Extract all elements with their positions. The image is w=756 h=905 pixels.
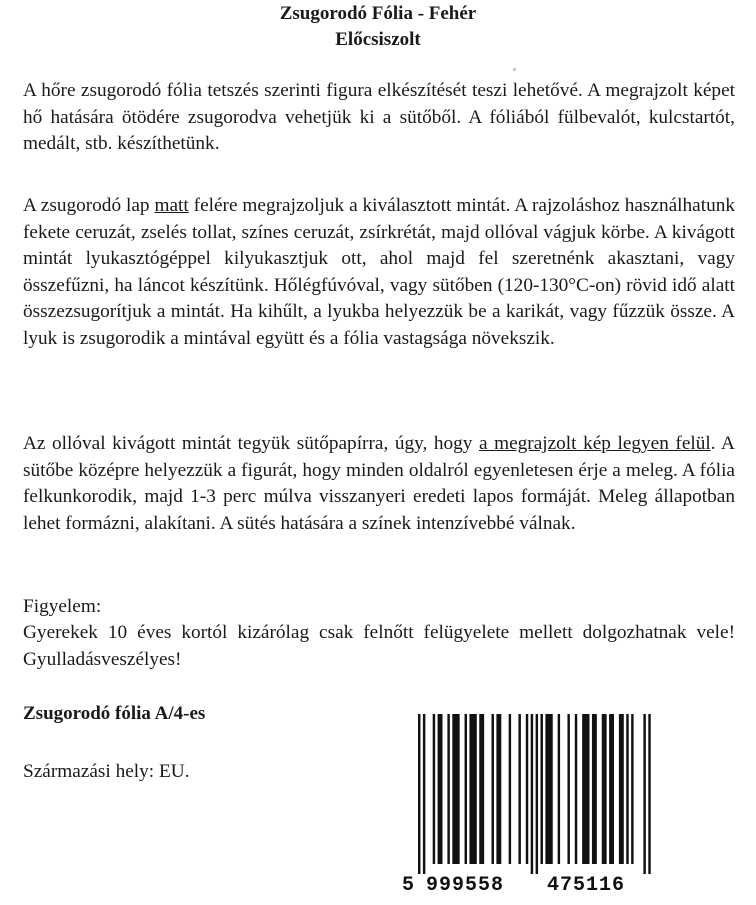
- barcode-bar: [526, 714, 528, 864]
- paragraph-baking-text-rest: . A sütőbe középre helyezzük a figurát, hogy minden oldalról egyenletesen érje a meleg. A fólia felkunkorodik, majd 1-3 perc múlva visszanyeri eredeti lapos formáját. Meleg állapotban lehet formázni, alakítani. A sütés hatására a színek intenzívebbé válnak.: [23, 433, 735, 534]
- barcode-bars: [404, 714, 654, 874]
- barcode-bar: [433, 714, 435, 864]
- barcode-digit-first: 5: [402, 874, 415, 897]
- paragraph-drawing-text-rest: felére megrajzoljuk a kiválasztott mintát. A rajzoláshoz használhatunk fekete ceruzát, zselés tollat, színes ceruzát, zsírkrétát, majd ollóval vágjuk körbe. A kivágott mintát lyukasztógéppel kilyukasztjuk ott, ahol majd fel szeretnénk akasztani, vagy összefűzni, ha láncot készítünk. Hőlégfúvóval, vagy sütőben (120-130°C-on) rövid idő alatt összezsugorítjuk a mintát. Ha kihűlt, a lyukba helyezzük be a karikát, vagy fűzzük össze. A lyuk is zsugorodik a mintával együtt és a fólia vastagsága növekszik.: [23, 195, 736, 349]
- barcode-guard-bar: [643, 714, 645, 874]
- barcode-bar: [496, 714, 501, 864]
- paragraph-baking-instructions: [23, 431, 735, 537]
- barcode-bar: [479, 714, 484, 864]
- barcode-digits-left: 999558: [426, 874, 505, 897]
- barcode-digits: [404, 874, 654, 900]
- barcode-guard-bar: [648, 714, 650, 874]
- document-subtitle: Előcsiszolt: [335, 29, 421, 50]
- barcode-bar: [582, 714, 589, 864]
- paragraph-drawing-instructions: [23, 193, 735, 352]
- underlined-matt: matt: [154, 195, 189, 216]
- barcode-bar: [447, 714, 449, 864]
- barcode-bar: [465, 714, 467, 864]
- barcode-bar: [438, 714, 443, 864]
- paragraph-intro: A hőre zsugorodó fólia tetszés szerinti figura elkészítését teszi lehetővé. A megrajzolt képet hő hatására ötödére zsugorodva vehetjük ki a sütőből. A fóliából fülbevalót, kulcstartót, medált, stb. készíthetünk.: [23, 80, 735, 154]
- barcode-guard-bar: [531, 714, 533, 874]
- product-name: Zsugorodó fólia A/4-es: [23, 703, 206, 724]
- origin-text: Származási hely: EU.: [23, 761, 190, 782]
- barcode-guard-bar: [536, 714, 538, 874]
- barcode-bar: [545, 714, 552, 864]
- barcode-bar: [492, 714, 494, 864]
- paragraph-baking-text-start: Az ollóval kivágott mintát tegyük sütőpapírra, úgy, hogy: [23, 433, 479, 454]
- paragraph-drawing-text-start: A zsugorodó lap: [23, 195, 155, 216]
- warning-heading: Figyelem:: [23, 596, 102, 617]
- barcode-guard-bar: [418, 714, 420, 874]
- barcode: [404, 714, 654, 904]
- barcode-guard-bar: [423, 714, 425, 874]
- barcode-bar: [575, 714, 577, 864]
- barcode-bar: [509, 714, 511, 864]
- barcode-bar: [518, 714, 520, 864]
- barcode-bar: [541, 714, 543, 864]
- barcode-bar: [592, 714, 597, 864]
- warning-text: Gyerekek 10 éves kortól kizárólag csak felnőtt felügyelete mellett dolgozhatnak vele! Gyulladásveszélyes!: [23, 622, 735, 670]
- barcode-bar: [609, 714, 614, 864]
- barcode-bar: [567, 714, 569, 864]
- barcode-bar: [631, 714, 633, 864]
- document-title: Zsugorodó Fólia - Fehér: [279, 3, 477, 24]
- barcode-bar: [452, 714, 459, 864]
- barcode-bar: [558, 714, 560, 864]
- barcode-bar: [626, 714, 628, 864]
- barcode-bar: [619, 714, 624, 864]
- scan-speck: [513, 68, 516, 71]
- barcode-bar: [469, 714, 476, 864]
- underlined-image-on-top: a megrajzolt kép legyen felül: [478, 433, 711, 454]
- barcode-digits-right: 475116: [547, 874, 626, 897]
- barcode-bar: [602, 714, 607, 864]
